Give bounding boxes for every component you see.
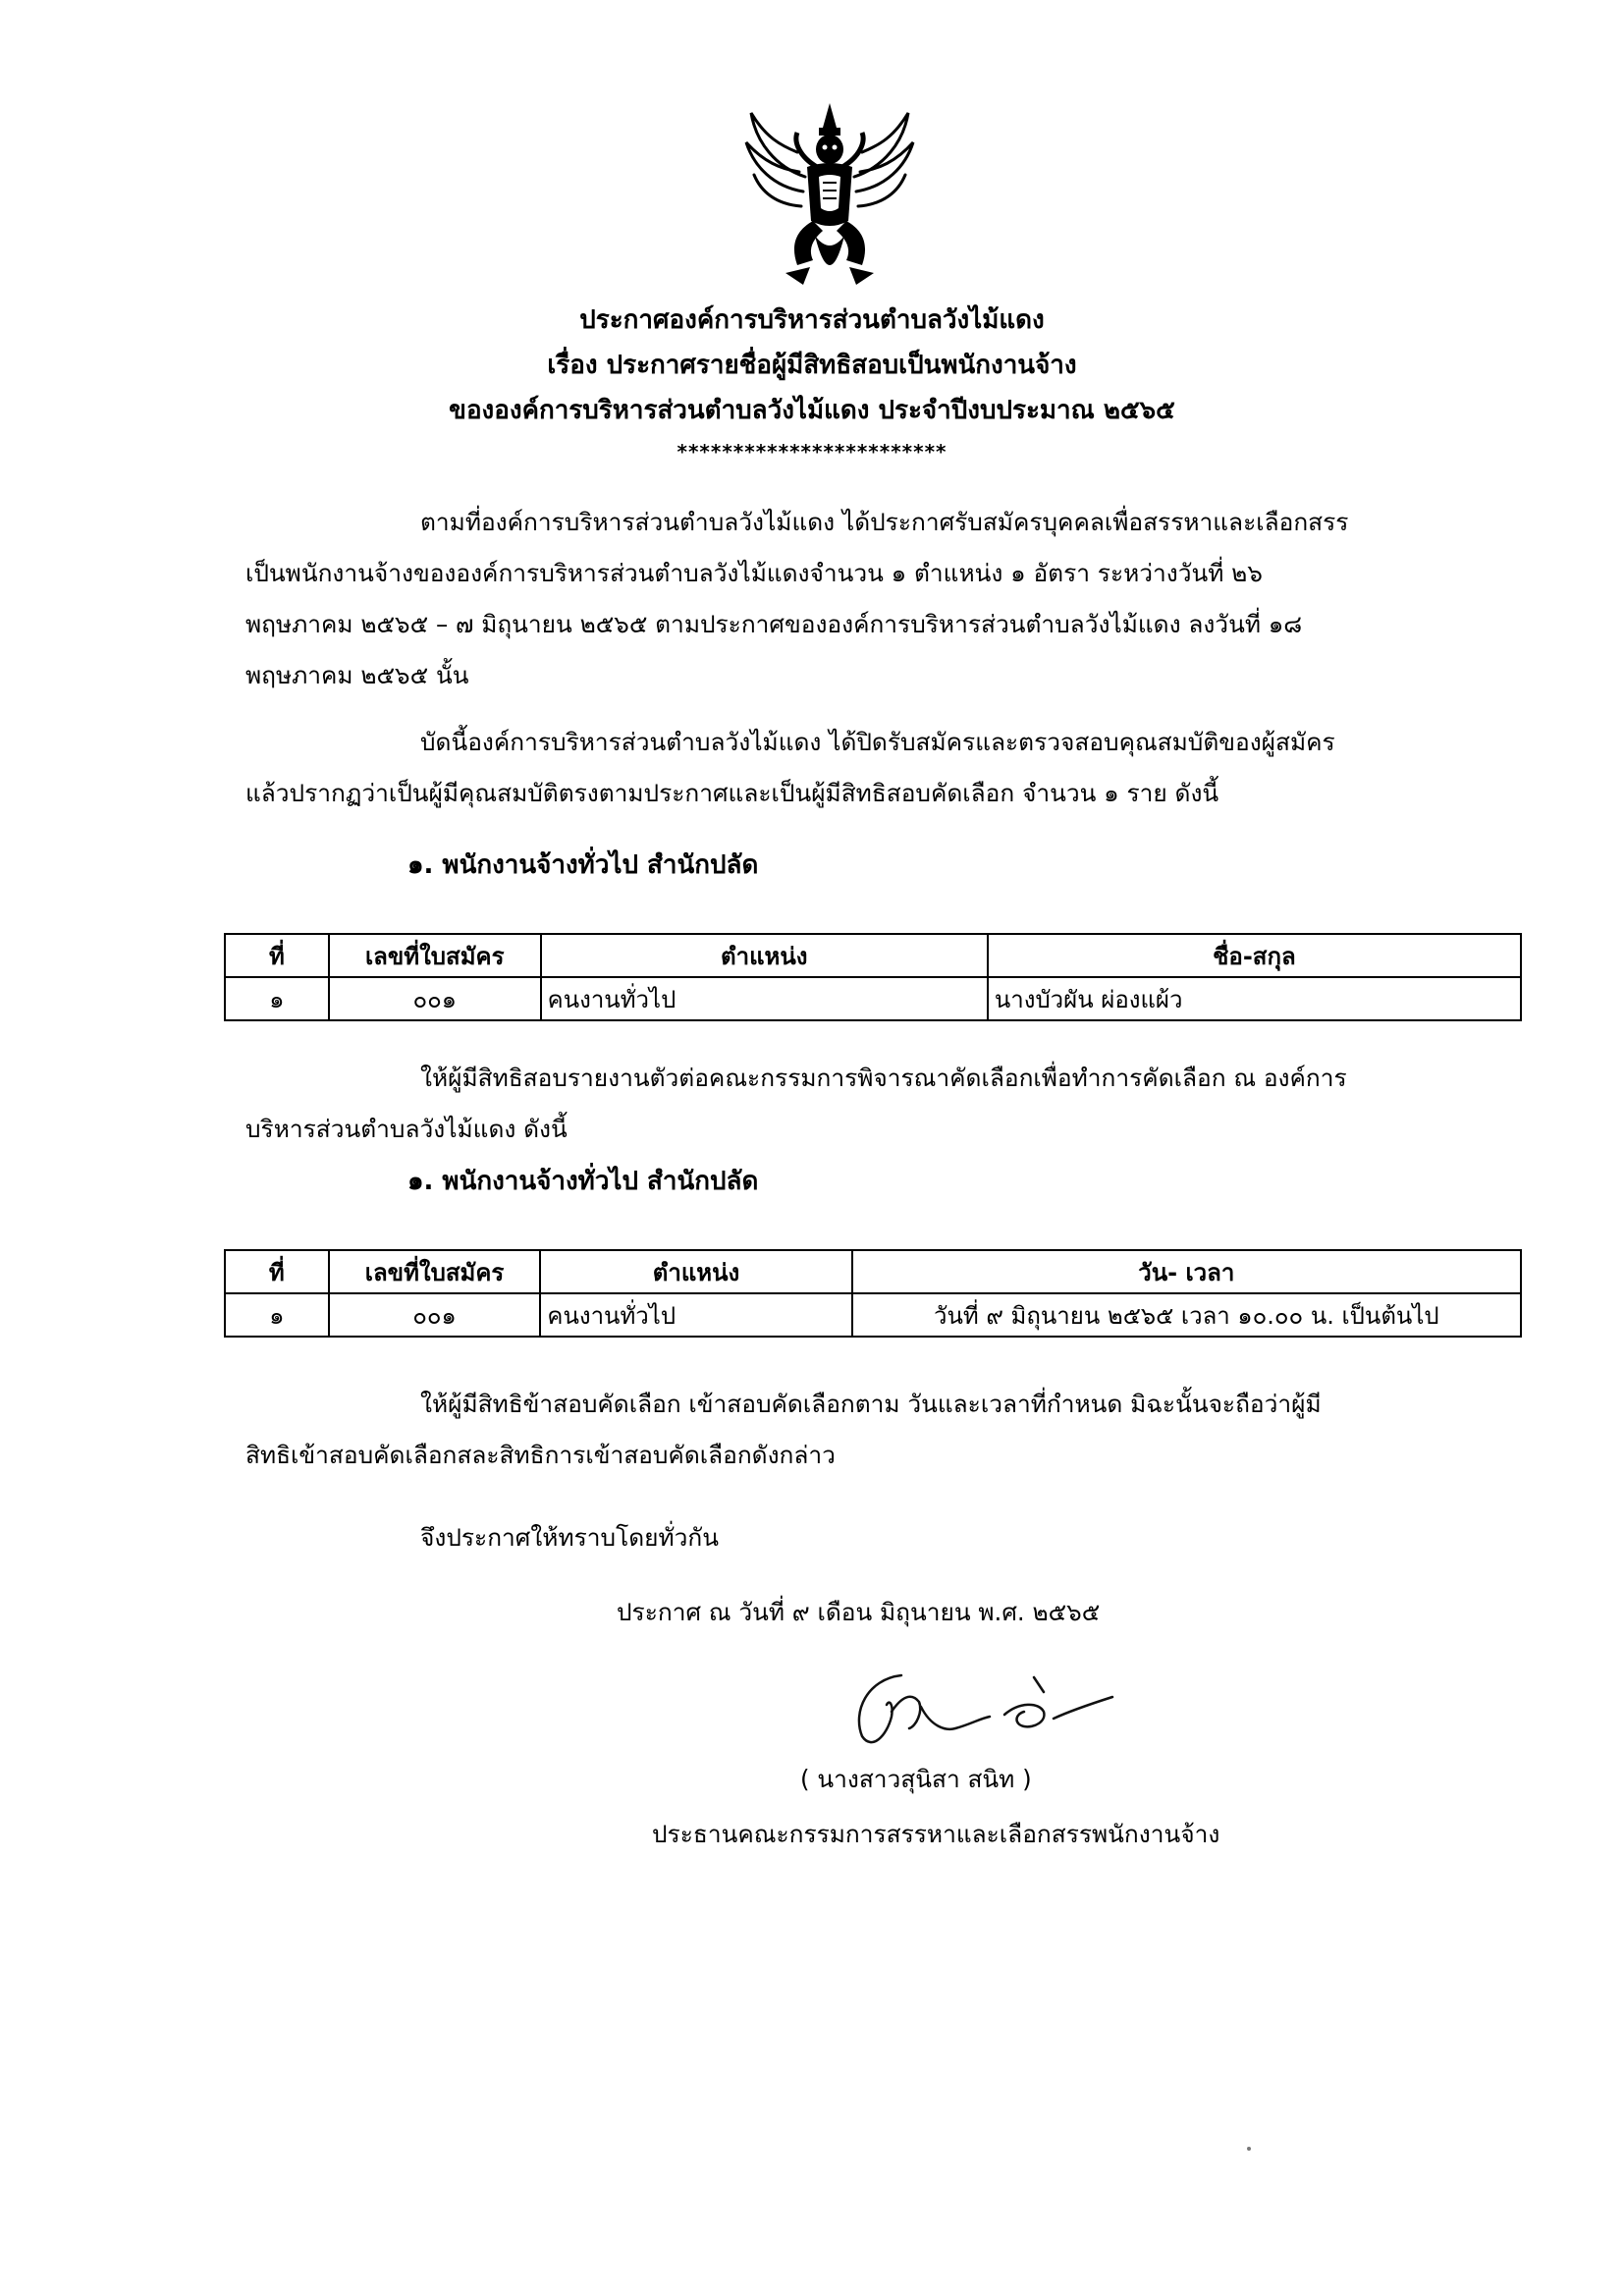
table-row	[225, 977, 1521, 1020]
column-header-position: ตำแหน่ง	[540, 1250, 851, 1293]
cell-position: คนงานทั่วไป	[540, 1293, 851, 1337]
cell-datetime: วันที่ ๙ มิถุนายน ๒๕๖๕ เวลา ๑๐.๐๐ น. เป็นต้นไป	[852, 1293, 1521, 1337]
paragraph-3-line-1: ให้ผู้มีสิทธิสอบรายงานตัวต่อคณะกรรมการพิจารณาคัดเลือกเพื่อทำการคัดเลือก ณ องค์การ	[420, 1064, 1347, 1092]
paragraph-1-line-2: เป็นพนักงานจ้างขององค์การบริหารส่วนตำบลวังไม้แดงจำนวน ๑ ตำแหน่ง ๑ อัตรา ระหว่างวันที่ ๒๖	[245, 559, 1263, 587]
paragraph-4-line-2: สิทธิเข้าสอบคัดเลือกสละสิทธิการเข้าสอบคัดเลือกดังกล่าว	[245, 1441, 836, 1469]
paragraph-4-line-1: ให้ผู้มีสิทธิข้าสอบคัดเลือก เข้าสอบคัดเลือกตาม วันและเวลาที่กำหนด มิฉะนั้นจะถือว่าผู้มี	[420, 1390, 1322, 1418]
paragraph-1-line-4: พฤษภาคม ๒๕๖๕ นั้น	[245, 661, 469, 689]
paragraph-3-line-2: บริหารส่วนตำบลวังไม้แดง ดังนี้	[245, 1115, 568, 1143]
stars-divider: ************************	[677, 440, 947, 464]
signer-name: ( นางสาวสุนิสา สนิท )	[800, 1765, 1032, 1793]
column-header-position: ตำแหน่ง	[541, 934, 988, 977]
section-1-heading: ๑. พนักงานจ้างทั่วไป สำนักปลัด	[407, 850, 759, 880]
table-header-row	[225, 934, 1521, 977]
paragraph-2-line-1: บัดนี้องค์การบริหารส่วนตำบลวังไม้แดง ได้ปิดรับสมัครและตรวจสอบคุณสมบัติของผู้สมัคร	[420, 728, 1335, 756]
announcement-date: ประกาศ ณ วันที่ ๙ เดือน มิถุนายน พ.ศ. ๒๕๖๕	[617, 1598, 1101, 1626]
closing-statement: จึงประกาศให้ทราบโดยทั่วกัน	[420, 1523, 719, 1552]
table-header-row	[225, 1250, 1521, 1293]
paragraph-2-line-2: แล้วปรากฏว่าเป็นผู้มีคุณสมบัติตรงตามประกาศและเป็นผู้มีสิทธิสอบคัดเลือก จำนวน ๑ ราย ดังนี้	[245, 779, 1219, 807]
cell-position: คนงานทั่วไป	[541, 977, 988, 1020]
cell-application-no: ๐๐๑	[329, 977, 541, 1020]
garuda-emblem-icon	[736, 98, 923, 295]
announcement-title: ประกาศองค์การบริหารส่วนตำบลวังไม้แดง	[579, 305, 1045, 335]
column-header-name: ชื่อ-สกุล	[988, 934, 1521, 977]
column-header-application-no: เลขที่ใบสมัคร	[329, 934, 541, 977]
column-header-application-no: เลขที่ใบสมัคร	[329, 1250, 541, 1293]
column-header-number: ที่	[225, 1250, 329, 1293]
signer-title: ประธานคณะกรรมการสรรหาและเลือกสรรพนักงานจ้าง	[652, 1820, 1220, 1848]
exam-schedule-table	[224, 1249, 1522, 1338]
cell-number: ๑	[225, 1293, 329, 1337]
cell-name: นางบัวผัน ผ่องแผ้ว	[988, 977, 1521, 1020]
cell-number: ๑	[225, 977, 329, 1020]
announcement-subject: เรื่อง ประกาศรายชื่อผู้มีสิทธิสอบเป็นพนักงานจ้าง	[547, 351, 1077, 380]
column-header-datetime: วัน- เวลา	[852, 1250, 1521, 1293]
paragraph-3	[245, 1053, 1453, 1155]
paragraph-2	[245, 717, 1453, 819]
handwritten-signature	[833, 1658, 1117, 1756]
announcement-subject-line2: ขององค์การบริหารส่วนตำบลวังไม้แดง ประจำปีงบประมาณ ๒๕๖๕	[449, 396, 1175, 425]
paragraph-1-line-1: ตามที่องค์การบริหารส่วนตำบลวังไม้แดง ได้ประกาศรับสมัครบุคคลเพื่อสรรหาและเลือกสรร	[420, 508, 1349, 536]
scan-dot	[1247, 2147, 1251, 2151]
section-2-heading: ๑. พนักงานจ้างทั่วไป สำนักปลัด	[407, 1167, 759, 1196]
table-row	[225, 1293, 1521, 1337]
paragraph-1	[245, 497, 1453, 701]
applicant-table	[224, 933, 1522, 1021]
column-header-number: ที่	[225, 934, 329, 977]
paragraph-1-line-3: พฤษภาคม ๒๕๖๕ – ๗ มิถุนายน ๒๕๖๕ ตามประกาศขององค์การบริหารส่วนตำบลวังไม้แดง ลงวันที่ ๑๘	[245, 610, 1303, 638]
cell-application-no: ๐๐๑	[329, 1293, 541, 1337]
paragraph-4	[245, 1379, 1453, 1481]
